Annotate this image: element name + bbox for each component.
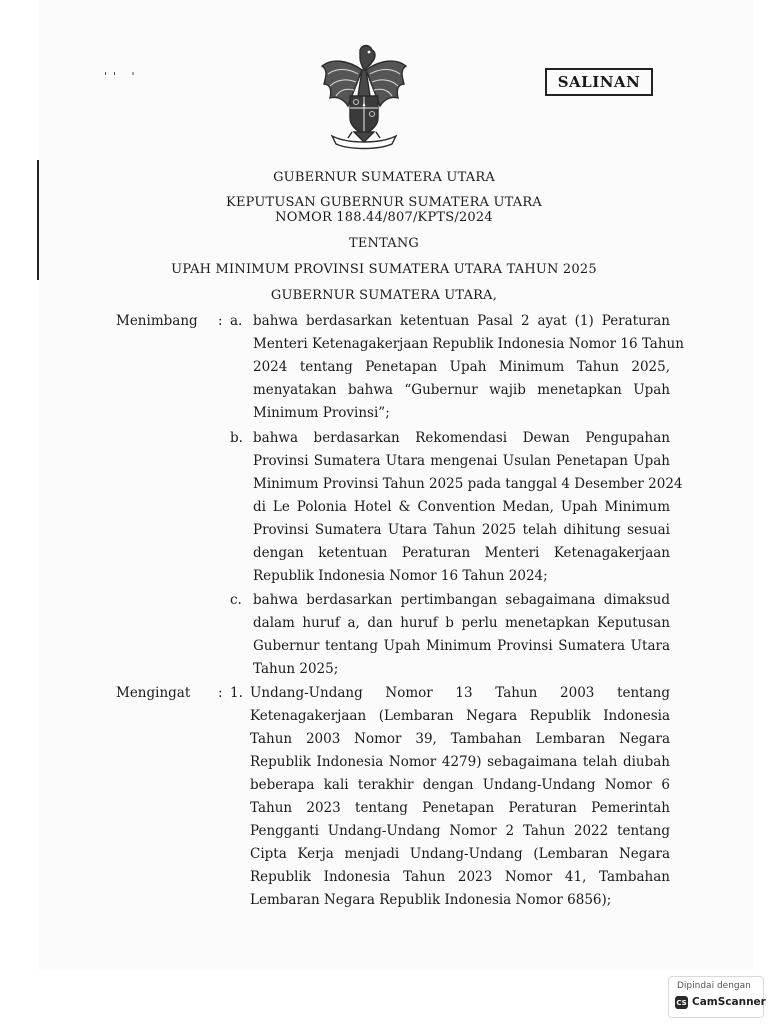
text-line: Tahun 2025; [253,661,339,677]
item-1-marker: 1. [230,685,243,701]
garuda-emblem-icon [318,40,410,152]
text-line: menyatakan bahwa “Gubernur wajib menetapkan Upah [253,382,670,398]
text-line: Minimum Provinsi Tahun 2025 pada tanggal 4 Desember 2024 [253,476,683,492]
menimbang-colon: : [218,313,223,329]
text-line: dengan ketentuan Peraturan Menteri Ketenagakerjaan [253,545,670,561]
text-line: Republik Indonesia Nomor 16 Tahun 2024; [253,568,548,584]
camscanner-caption: Dipindai dengan [677,981,751,991]
decree-number: NOMOR 188.44/807/KPTS/2024 [275,210,493,225]
item-c-text [253,589,670,681]
issuer-salutation: GUBERNUR SUMATERA UTARA, [270,288,498,303]
mengingat-label: Mengingat [116,685,191,701]
text-line: 2024 tentang Penetapan Upah Minimum Tahun 2025, [253,359,670,375]
text-line: Minimum Provinsi”; [253,405,390,421]
text-line: Pengganti Undang-Undang Nomor 2 Tahun 2022 tentang [250,823,670,839]
mengingat-colon: : [218,685,223,701]
text-line: Provinsi Sumatera Utara mengenai Usulan Penetapan Upah [253,453,670,469]
item-a-marker: a. [230,313,243,329]
text-line: beberapa kali terakhir dengan Undang-Undang Nomor 6 [250,777,670,793]
item-b-text [253,427,683,588]
text-line: Ketenagakerjaan (Lembaran Negara Republik Indonesia [250,708,670,724]
issuer-title: GUBERNUR SUMATERA UTARA [273,170,495,185]
text-line: Republik Indonesia Nomor 4279) sebagaimana telah diubah [250,754,670,770]
item-c-marker: c. [230,592,242,608]
camscanner-watermark [668,976,764,1018]
text-line: Tahun 2003 Nomor 39, Tambahan Lembaran Negara [250,731,670,747]
text-line: bahwa berdasarkan pertimbangan sebagaimana dimaksud [253,592,670,608]
decree-subject: UPAH MINIMUM PROVINSI SUMATERA UTARA TAHUN 2025 [171,262,597,277]
text-line: di Le Polonia Hotel & Convention Medan, Upah Minimum [253,499,670,515]
text-line: Tahun 2023 tentang Penetapan Peraturan Pemerintah [250,800,670,816]
text-line: Cipta Kerja menjadi Undang-Undang (Lembaran Negara [250,846,670,862]
text-line: Menteri Ketenagakerjaan Republik Indonesia Nomor 16 Tahun [253,336,684,352]
text-line: Provinsi Sumatera Utara Tahun 2025 telah dihitung sesuai [253,522,670,538]
menimbang-label: Menimbang [116,313,198,329]
decree-title: KEPUTUSAN GUBERNUR SUMATERA UTARA [226,195,542,210]
text-line: Republik Indonesia Tahun 2023 Nomor 41, Tambahan [250,869,670,885]
item-b-marker: b. [230,430,243,446]
salinan-stamp: SALINAN [545,68,653,96]
text-line: bahwa berdasarkan Rekomendasi Dewan Pengupahan [253,430,670,446]
text-line: Undang-Undang Nomor 13 Tahun 2003 tentang [250,685,670,701]
scan-edge-mark [37,160,39,280]
tentang-heading: TENTANG [348,236,420,251]
text-line: Lembaran Negara Republik Indonesia Nomor 6856); [250,892,612,908]
text-line: Gubernur tentang Upah Minimum Provinsi Sumatera Utara [253,638,670,654]
scan-specks: '' ' [104,70,141,83]
item-1-text [250,682,670,912]
camscanner-logo-icon: CS [675,996,688,1009]
text-line: bahwa berdasarkan ketentuan Pasal 2 ayat (1) Peraturan [253,313,670,329]
camscanner-name: CamScanner [692,996,766,1008]
text-line: dalam huruf a, dan huruf b perlu menetapkan Keputusan [253,615,670,631]
item-a-text [253,310,684,425]
